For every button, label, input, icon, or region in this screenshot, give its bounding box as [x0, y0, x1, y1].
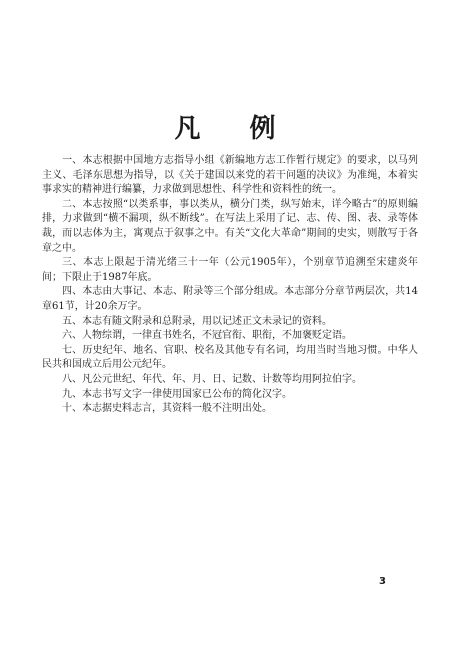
paragraph-6: 六、人物综谓，一律直书姓名，不冠官衔、职衔，不加褒贬定语。 — [62, 330, 352, 342]
paragraph-3: 三、本志上限起于清光绪三十一年（公元1905年），个别章节追溯至宋建炎年间；下限止于1987年底。 — [42, 257, 418, 283]
paragraph-4: 四、本志由大事记、本志、附录等三个部分组成。本志部分分章节两层次，共14章61节，计20余万字。 — [42, 286, 418, 312]
paragraph-7: 七、历史纪年、地名、官职、校名及其他专有名词，均用当时当地习惯。中华人民共和国成立后用公元纪年。 — [42, 344, 418, 371]
paragraph-2: 二、本志按照“以类系事，事以类从，横分门类，纵写始末，详今略古”的原则编排，力求做到“横不漏项，纵不断线”。在写法上采用了记、志、传、图、表、录等体裁，而以志体为主，寓观点于叙事之中。有关“文化大革命”期间的史实，则散写于各章之中。 — [42, 198, 418, 254]
paragraph-8: 八、凡公元世纪、年代、年、月、日、记数、计数等均用阿拉伯字。 — [62, 373, 362, 385]
paragraph-10: 十、本志据史料志言，其资料一般不注明出处。 — [62, 403, 272, 415]
page-number: 3 — [379, 576, 386, 587]
paragraph-9: 九、本志书写文字一律使用国家已公布的简化汉字。 — [62, 388, 292, 400]
page-title: 凡 例 — [174, 114, 296, 144]
body-text — [42, 154, 418, 417]
paragraph-5: 五、本志有随文附录和总附录，用以记述正文未录记的资料。 — [62, 315, 332, 327]
paragraph-1: 一、本志根据中国地方志指导小组《新编地方志工作暂行规定》的要求，以马列主义、毛泽东思想为指导，以《关于建国以来党的若干问题的决议》为准绳，本着实事求实的精神进行编纂，力求做到思想性、科学性和资料性的统一。 — [42, 155, 418, 196]
